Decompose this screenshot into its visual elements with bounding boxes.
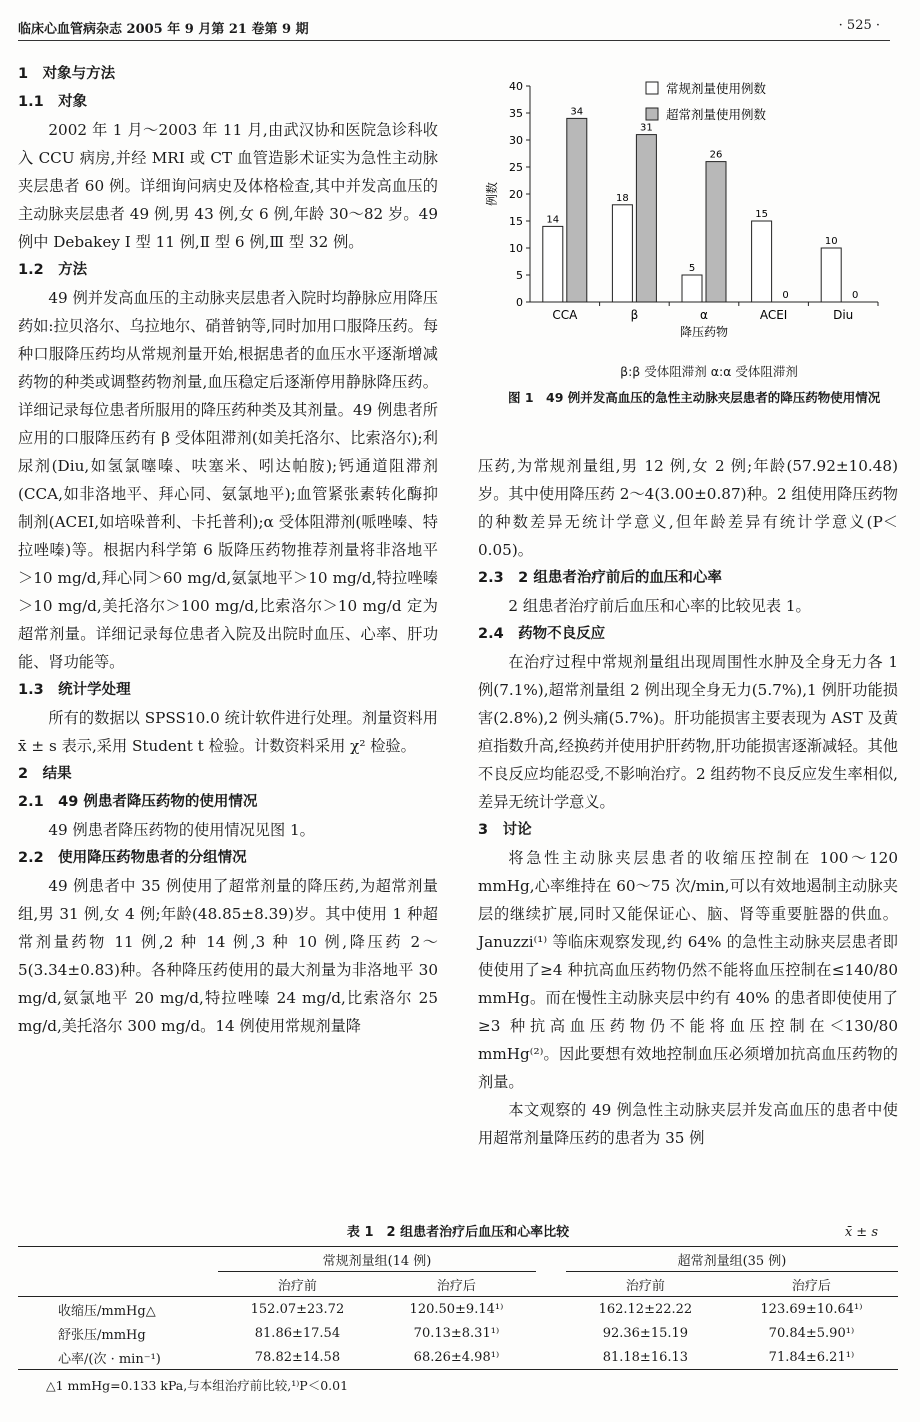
right-column bbox=[478, 452, 898, 1152]
paragraph: 本文观察的 49 例急性主动脉夹层并发高血压的患者中使用超常剂量降压药的患者为 35 例 bbox=[478, 1101, 898, 1147]
x-tick-label: β bbox=[630, 308, 639, 322]
y-tick-label: 0 bbox=[516, 296, 523, 309]
data-label: 0 bbox=[782, 290, 789, 301]
data-label: 18 bbox=[616, 192, 629, 204]
table-caption-text: 表 1 2 组患者治疗后血压和心率比较 bbox=[346, 1225, 570, 1240]
x-tick-label: ACEI bbox=[759, 308, 788, 322]
table-cell: 92.36±15.19 bbox=[602, 1325, 689, 1341]
bar bbox=[752, 221, 772, 302]
figure-note: β:β 受体阻滞剂 α:α 受体阻滞剂 bbox=[620, 364, 798, 379]
table-row bbox=[18, 1345, 898, 1370]
bar bbox=[821, 248, 841, 302]
bar bbox=[682, 275, 702, 302]
paragraph: 压药,为常规剂量组,男 12 例,女 2 例;年龄(57.92±10.48)岁。其中使用降压药 2～4(3.00±0.87)种。2 组使用降压药物的种数差异无统计学意义,但年龄差异有统计学意义(P＜0.05)。 bbox=[478, 457, 898, 559]
section-heading: 1 对象与方法 bbox=[18, 66, 116, 82]
figure-caption: 图 1 49 例并发高血压的急性主动脉夹层患者的降压药物使用情况 bbox=[508, 390, 881, 405]
x-tick-label: CCA bbox=[552, 308, 578, 322]
row-label: 舒张压/mmHg bbox=[58, 1327, 146, 1343]
table-cell: 123.69±10.64¹⁾ bbox=[760, 1301, 863, 1317]
header-rule bbox=[18, 40, 890, 41]
row-label: 收缩压/mmHg△ bbox=[58, 1303, 156, 1319]
subsection-heading: 1.1 对象 bbox=[18, 94, 88, 110]
section-heading: 3 讨论 bbox=[478, 822, 532, 838]
y-tick-label: 25 bbox=[509, 161, 523, 174]
table-subheader: 治疗前 bbox=[277, 1278, 317, 1294]
paragraph: 2 组患者治疗前后血压和心率的比较见表 1。 bbox=[508, 597, 811, 615]
data-label: 5 bbox=[688, 263, 696, 274]
bar bbox=[567, 118, 587, 302]
table-subheader: 治疗后 bbox=[436, 1278, 476, 1294]
subsection-heading: 2.1 49 例患者降压药物的使用情况 bbox=[18, 794, 258, 810]
paragraph: 所有的数据以 SPSS10.0 统计软件进行处理。剂量资料用 x̄ ± s 表示,采用 Student t 检验。计数资料采用 χ² 检验。 bbox=[18, 709, 438, 755]
table-subheader: 治疗后 bbox=[791, 1278, 831, 1294]
bar bbox=[543, 226, 563, 302]
x-tick-label: Diu bbox=[833, 308, 854, 322]
data-label: 34 bbox=[570, 106, 584, 118]
table-row bbox=[18, 1297, 898, 1322]
legend-label: 超常剂量使用例数 bbox=[666, 107, 767, 122]
paragraph: 将急性主动脉夹层患者的收缩压控制在 100～120 mmHg,心率维持在 60～75 次/min,可以有效地遏制主动脉夹层的继续扩展,同时又能保证心、脑、肾等重要脏器的供血。Januzzi⁽¹⁾ 等临床观察发现,约 64% 的急性主动脉夹层患者即使使用了≥4 种抗高血压药物仍然不能将血压控制在≤140/80 mmHg。而在慢性主动脉夹层中约有 40% 的患者即使使用了≥3 种抗高血压药物仍不能将血压控制在＜130/80 mmHg⁽²⁾。因此要想有效地控制血压必须增加抗高血压药物的剂量。 bbox=[478, 849, 898, 1091]
y-tick-label: 10 bbox=[509, 242, 523, 255]
table-cell: 70.13±8.31¹⁾ bbox=[413, 1325, 500, 1341]
data-label: 26 bbox=[709, 149, 723, 161]
subsection-heading: 1.3 统计学处理 bbox=[18, 682, 131, 698]
y-tick-label: 35 bbox=[509, 107, 523, 120]
table-unit: x̄ ± s bbox=[844, 1225, 878, 1240]
subsection-heading: 1.2 方法 bbox=[18, 262, 88, 278]
table-cell: 120.50±9.14¹⁾ bbox=[409, 1301, 504, 1317]
paragraph: 49 例并发高血压的主动脉夹层患者入院时均静脉应用降压药如:拉贝洛尔、乌拉地尔、硝普钠等,同时加用口服降压药。每种口服降压药均从常规剂量开始,根据患者的血压水平逐渐增减药物的种类或调整药物剂量,血压稳定后逐渐停用静脉降压药。详细记录每位患者所服用的降压药种类及其剂量。49 例患者所应用的口服降压药有 β 受体阻滞剂(如美托洛尔、比索洛尔);利尿剂(Diu,如氢氯噻嗪、呋塞米、吲达帕胺);钙通道阻滞剂(CCA,如非洛地平、拜心同、氨氯地平);血管紧张素转化酶抑制剂(ACEI,如培哚普利、卡托普利);α 受体阻滞剂(哌唑嗪、特拉唑嗪)等。根据内科学第 6 版降压药物推荐剂量将非洛地平＞10 mg/d,拜心同＞60 mg/d,氨氯地平＞10 mg/d,特拉唑嗪＞10 mg/d,美托洛尔＞100 mg/d,比索洛尔＞10 mg/d 定为超常剂量。详细记录每位患者入院及出院时血压、心率、肝功能、肾功能等。 bbox=[18, 289, 439, 671]
table-row bbox=[18, 1321, 898, 1345]
legend-swatch bbox=[646, 82, 658, 94]
paragraph: 2002 年 1 月～2003 年 11 月,由武汉协和医院急诊科收入 CCU 病房,并经 MRI 或 CT 血管造影术证实为急性主动脉夹层患者 60 例。详细询问病史及体格检查,其中并发高血压的主动脉夹层患者 49 例,男 43 例,女 6 例,年龄 30～82 岁。49 例中 Debakey Ⅰ 型 11 例,Ⅱ 型 6 例,Ⅲ 型 32 例。 bbox=[18, 121, 438, 251]
bar bbox=[612, 205, 632, 302]
table-subheader: 治疗前 bbox=[625, 1278, 665, 1294]
table-footnote: △1 mmHg=0.133 kPa,与本组治疗前比较,¹⁾P＜0.01 bbox=[46, 1378, 349, 1393]
subsection-heading: 2.4 药物不良反应 bbox=[478, 626, 606, 642]
table-cell: 71.84±6.21¹⁾ bbox=[768, 1349, 855, 1365]
x-axis-label: 降压药物 bbox=[679, 325, 729, 339]
y-tick-label: 15 bbox=[509, 215, 523, 228]
x-tick-label: α bbox=[700, 308, 708, 322]
table-cell: 152.07±23.72 bbox=[250, 1301, 345, 1317]
y-axis-label: 例数 bbox=[485, 181, 499, 207]
data-label: 15 bbox=[755, 209, 768, 220]
left-column bbox=[18, 60, 438, 1040]
journal-header: 临床心血管病杂志 2005 年 9 月第 21 卷第 9 期 bbox=[18, 22, 309, 37]
table-1 bbox=[18, 1220, 898, 1394]
legend-swatch bbox=[646, 108, 658, 120]
legend-label: 常规剂量使用例数 bbox=[666, 81, 767, 96]
section-heading: 2 结果 bbox=[18, 766, 72, 782]
data-table bbox=[18, 1246, 898, 1370]
y-tick-label: 5 bbox=[516, 269, 523, 282]
paragraph: 49 例患者中 35 例使用了超常剂量的降压药,为超常剂量组,男 31 例,女 4 例;年龄(48.85±8.39)岁。其中使用 1 种超常剂量药物 11 例,2 种 14 例,3 种 10 例,降压药 2～5(3.34±0.83)种。各种降压药使用的最大剂量为非洛地平 30 mg/d,氨氯地平 20 mg/d,特拉唑嗪 24 mg/d,比索洛尔 25 mg/d,美托洛尔 300 mg/d。14 例使用常规剂量降 bbox=[18, 877, 438, 1035]
paragraph: 49 例患者降压药物的使用情况见图 1。 bbox=[48, 821, 315, 839]
figure-1 bbox=[478, 72, 898, 442]
data-label: 31 bbox=[640, 122, 653, 134]
table-group-header: 常规剂量组(14 例) bbox=[218, 1247, 536, 1272]
row-label: 心率/(次 · min⁻¹) bbox=[58, 1351, 161, 1367]
data-label: 10 bbox=[824, 236, 838, 247]
bar bbox=[636, 135, 656, 302]
bar-chart bbox=[478, 72, 898, 362]
subsection-heading: 2.3 2 组患者治疗前后的血压和心率 bbox=[478, 570, 722, 586]
data-label: 0 bbox=[852, 290, 859, 301]
page-number: · 525 · bbox=[838, 18, 880, 33]
y-tick-label: 20 bbox=[509, 188, 523, 201]
table-cell: 81.86±17.54 bbox=[254, 1325, 341, 1341]
subsection-heading: 2.2 使用降压药物患者的分组情况 bbox=[18, 850, 247, 866]
table-cell: 162.12±22.22 bbox=[598, 1301, 693, 1317]
table-cell: 70.84±5.90¹⁾ bbox=[768, 1325, 855, 1341]
paragraph: 在治疗过程中常规剂量组出现周围性水肿及全身无力各 1 例(7.1%),超常剂量组 2 例出现全身无力(5.7%),1 例肝功能损害(2.8%),2 例头痛(5.7%)。肝功能损害主要表现为 AST 及黄疸指数升高,经换药并使用护肝药物,肝功能损害逐渐减轻。其他不良反应均能忍受,不影响治疗。2 组药物不良反应发生率相似,差异无统计学意义。 bbox=[478, 653, 898, 811]
table-caption bbox=[18, 1220, 898, 1246]
y-tick-label: 40 bbox=[509, 80, 523, 93]
y-tick-label: 30 bbox=[509, 134, 523, 147]
table-cell: 78.82±14.58 bbox=[254, 1349, 341, 1365]
table-group-header: 超常剂量组(35 例) bbox=[566, 1247, 898, 1272]
table-cell: 68.26±4.98¹⁾ bbox=[413, 1349, 500, 1365]
data-label: 14 bbox=[546, 214, 560, 226]
bar bbox=[706, 162, 726, 302]
table-corner bbox=[18, 1247, 218, 1272]
table-cell: 81.18±16.13 bbox=[602, 1349, 689, 1365]
